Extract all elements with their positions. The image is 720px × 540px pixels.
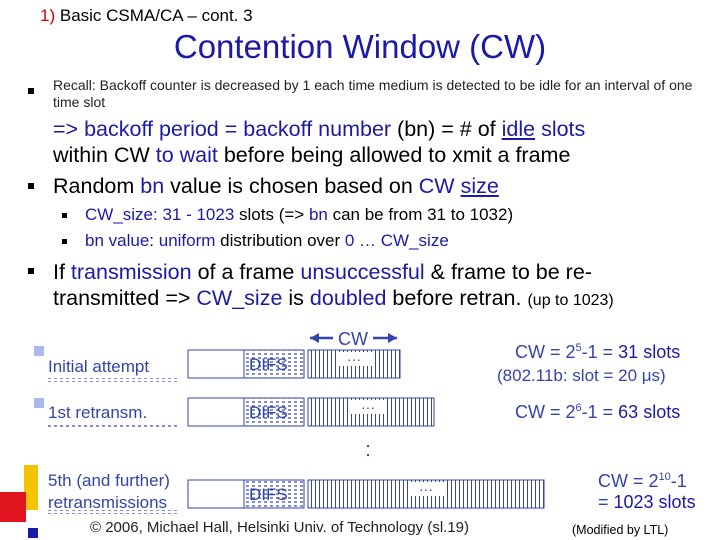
slots-dots: ···	[361, 399, 375, 415]
text-run: bn value	[85, 231, 150, 250]
text-run: CW = 2	[515, 342, 576, 362]
text-run: of a frame	[191, 260, 301, 284]
contention-window-diagram	[0, 318, 720, 518]
text-run: doubled	[309, 286, 387, 310]
text-run: is	[282, 286, 310, 310]
bullet-marker	[28, 183, 34, 189]
text-run: before retran.	[386, 286, 528, 310]
bullet-marker	[28, 88, 34, 94]
text-run: CW = 2	[598, 471, 659, 491]
text-run: CW_size	[85, 205, 154, 224]
cw-label: CW	[338, 329, 368, 349]
slots-dots: ···	[419, 481, 433, 497]
row-further-retransmissions	[48, 471, 544, 512]
bullet-marker	[28, 268, 34, 274]
random-line	[53, 173, 499, 199]
row-accent-square	[34, 346, 44, 356]
text-run: 0 … CW_size	[344, 231, 449, 250]
text-run: =	[598, 492, 614, 512]
equation-cw-1023-result	[598, 492, 696, 512]
text-run: => backoff period =	[53, 117, 244, 141]
text-run: idle	[501, 117, 536, 141]
slot-time-note: (802.11b: slot = 20 μs)	[497, 366, 666, 385]
footer-credit: (Modified by LTL)	[572, 523, 669, 537]
text-run: Random	[53, 174, 141, 198]
retrans-line-1	[53, 259, 592, 285]
footer-copyright: © 2006, Michael Hall, Helsinki Univ. of Technology (sl.19)	[90, 519, 469, 536]
text-run: -1 =	[581, 342, 619, 362]
text-run: value is chosen based on	[164, 174, 419, 198]
difs-label: DIFS	[249, 355, 288, 374]
text-run: slots (=>	[239, 205, 309, 224]
row-label: 5th (and further)	[48, 471, 170, 490]
text-run: uniform	[158, 231, 216, 250]
equation-cw-31	[515, 342, 680, 362]
section-number: 1)	[40, 6, 56, 25]
text-run: within CW	[53, 143, 156, 167]
text-run: 1023 slots	[613, 492, 696, 512]
row-label: 1st retransm.	[48, 403, 148, 422]
text-run: If	[53, 260, 71, 284]
sub-bullet-marker	[62, 213, 67, 218]
row-label: Initial attempt	[48, 357, 150, 376]
sub-bullet-cw-size	[85, 204, 513, 226]
backoff-line-1	[53, 116, 585, 142]
text-run: 63 slots	[618, 402, 681, 422]
text-run: distribution over	[215, 231, 345, 250]
text-run: CW = 2	[515, 402, 576, 422]
slots-dots: ···	[347, 351, 361, 367]
text-run: transmitted =>	[53, 286, 197, 310]
text-run: can be from 31 to 1032)	[327, 205, 514, 224]
text-run: 10	[658, 471, 671, 483]
text-run: & frame to be re-	[424, 260, 592, 284]
text-run: 31 slots	[618, 342, 681, 362]
text-run: -1	[670, 471, 687, 491]
text-run: 5	[575, 342, 582, 354]
text-run: bn	[140, 174, 165, 198]
difs-label: DIFS	[249, 403, 288, 422]
row-label: retransmissions	[48, 493, 168, 512]
vertical-ellipsis: :	[365, 439, 371, 461]
equation-cw-63	[515, 402, 680, 422]
text-run: bn	[308, 205, 328, 224]
text-run: slots	[535, 117, 586, 141]
difs-label: DIFS	[249, 485, 288, 504]
row-accent-square	[34, 398, 44, 408]
cw-arrow	[310, 328, 397, 349]
recall-text: Recall: Backoff counter is decreased by 1 each time medium is detected to be idle for an interval of one time slot	[53, 77, 693, 110]
text-run: CW_size	[196, 286, 283, 310]
row-first-retransmission	[48, 398, 434, 426]
nav-square-icon	[28, 528, 38, 538]
text-run: backoff number	[243, 117, 392, 141]
sub-bullet-marker	[62, 239, 67, 244]
sub-bullet-bn-value	[85, 230, 449, 252]
backoff-line-2	[53, 142, 570, 168]
text-run: (up to 1023)	[527, 292, 614, 309]
text-run: CW	[418, 174, 455, 198]
text-run: size	[460, 174, 499, 198]
text-run: :	[149, 231, 159, 250]
text-run: to wait	[155, 143, 218, 167]
text-run: transmission	[70, 260, 192, 284]
text-run: before being allowed to xmit a frame	[217, 143, 571, 167]
retrans-line-2	[53, 285, 614, 314]
row-initial-attempt	[48, 350, 400, 380]
equation-cw-1023	[598, 471, 687, 491]
text-run: -1 =	[581, 402, 619, 422]
text-run: : 31 - 1023	[153, 205, 240, 224]
text-run: 6	[575, 402, 582, 414]
text-run: (bn) = # of	[391, 117, 502, 141]
text-run: unsuccessful	[300, 260, 425, 284]
section-title: Basic CSMA/CA – cont. 3	[59, 6, 253, 25]
slide-title: Contention Window (CW)	[173, 28, 547, 65]
section-heading	[40, 6, 253, 26]
